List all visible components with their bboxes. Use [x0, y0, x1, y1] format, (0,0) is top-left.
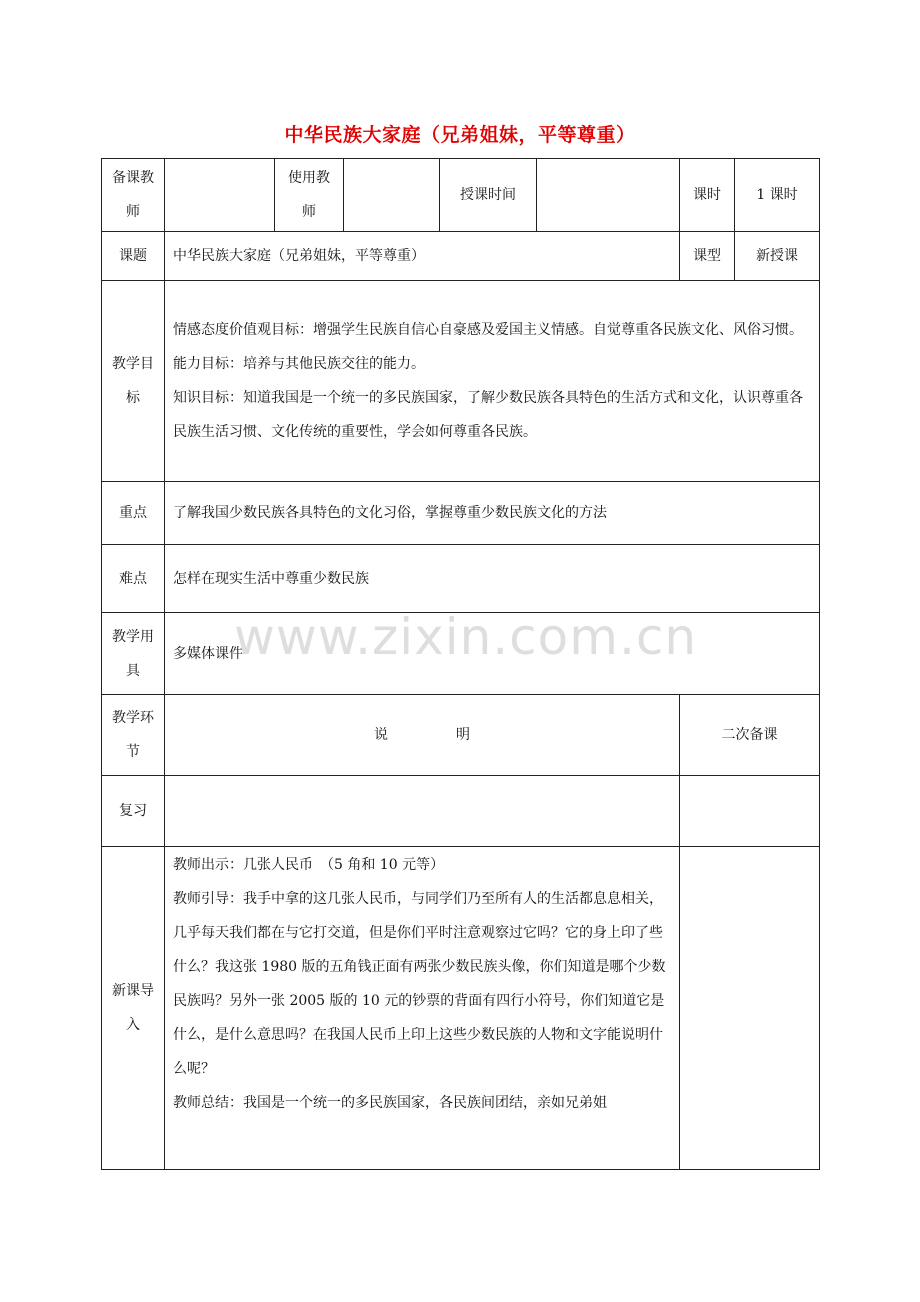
lesson-type-label: 课型 [680, 232, 735, 281]
explanation-char-2: 明 [456, 727, 470, 743]
goals-row [102, 281, 820, 482]
prep-teacher-label: 备课教师 [102, 159, 165, 232]
topic-value: 中华民族大家庭（兄弟姐妹，平等尊重） [165, 232, 680, 281]
topic-label: 课题 [102, 232, 165, 281]
review-content [165, 776, 680, 847]
teach-time-label: 授课时间 [440, 159, 537, 232]
goal-knowledge: 知识目标：知道我国是一个统一的多民族国家，了解少数民族各具特色的生活方式和文化，认识尊重各民族生活习惯、文化传统的重要性，学会如何尊重各民族。 [173, 390, 803, 440]
review-row [102, 776, 820, 847]
tools-label: 教学用具 [102, 613, 165, 695]
intro-label: 新课导入 [102, 847, 165, 1170]
goal-emotion: 情感态度价值观目标：增强学生民族自信心自豪感及爱国主义情感。自觉尊重各民族文化、风俗习惯。 [173, 322, 803, 338]
second-prep-header: 二次备课 [680, 695, 820, 776]
teach-time-value [537, 159, 680, 232]
document-title: 中华民族大家庭（兄弟姐妹，平等尊重） [284, 124, 636, 146]
section-label: 教学环节 [102, 695, 165, 776]
prep-teacher-value [165, 159, 275, 232]
class-hours-label: 课时 [680, 159, 735, 232]
user-teacher-label: 使用教师 [275, 159, 344, 232]
tools-row [102, 613, 820, 695]
intro-line-show: 教师出示：几张人民币 （5 角和 10 元等） [173, 857, 445, 873]
difficulty-label: 难点 [102, 545, 165, 613]
key-point-value: 了解我国少数民族各具特色的文化习俗，掌握尊重少数民族文化的方法 [165, 482, 820, 545]
review-label: 复习 [102, 776, 165, 847]
intro-row [102, 847, 820, 1170]
intro-line-summary: 教师总结：我国是一个统一的多民族国家，各民族间团结，亲如兄弟姐 [173, 1095, 607, 1111]
section-header-row [102, 695, 820, 776]
header-row [102, 159, 820, 232]
explanation-char-1: 说 [374, 727, 388, 743]
review-second-prep [680, 776, 820, 847]
tools-value: 多媒体课件 [165, 613, 820, 695]
key-point-label: 重点 [102, 482, 165, 545]
difficulty-value: 怎样在现实生活中尊重少数民族 [165, 545, 820, 613]
user-teacher-value [344, 159, 440, 232]
intro-content [165, 847, 680, 1170]
key-point-row [102, 482, 820, 545]
goals-label: 教学目标 [102, 281, 165, 482]
intro-second-prep [680, 847, 820, 1170]
lesson-plan-table [101, 158, 820, 1170]
lesson-type-value: 新授课 [735, 232, 820, 281]
watermark: www.zixin.com.cn [234, 608, 698, 666]
topic-row [102, 232, 820, 281]
goals-content [165, 281, 820, 482]
difficulty-row [102, 545, 820, 613]
class-hours-value: 1 课时 [735, 159, 820, 232]
intro-line-guide: 教师引导：我手中拿的这几张人民币，与同学们乃至所有人的生活都息息相关，几乎每天我们都在与它打交道，但是你们平时注意观察过它吗？它的身上印了些什么？我这张 1980 版的五角钱正面有两张少数民族头像，你们知道是哪个少数民族吗？另外一张 2005 版的 10 元的钞票的背面有四行小符号，你们知道它是什么，是什么意思吗？在我国人民币上印上这些少数民族的人物和文字能说明什么呢？ [173, 891, 666, 1077]
goal-ability: 能力目标：培养与其他民族交往的能力。 [173, 356, 425, 372]
explanation-header [165, 695, 680, 776]
